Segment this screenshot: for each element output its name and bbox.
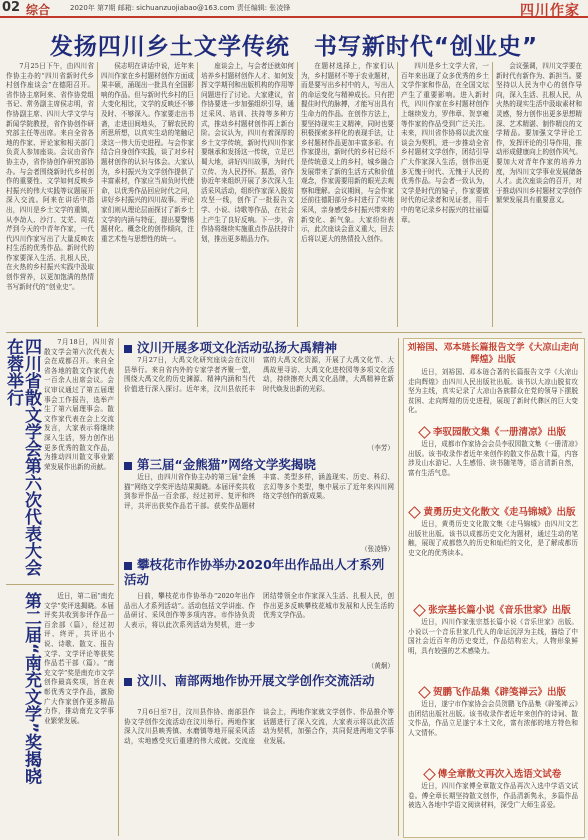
diamond-icon [418,426,431,439]
pub-title-yicebiqingliang: 李驭园散文集《一册清凉》出版 [406,424,580,438]
section-divider [6,332,582,333]
pub-title-fuquanzhang: 傅全章散文再次入选语文试卷 [406,766,580,780]
pub-text-yinyueshijia: 近日，四川作家张宗基长篇小说《音乐世家》出版。小说以一个音乐世家几代人的命运沉浮为主线，描绘了中国社会近百年的历史变迁，作品结构宏大，人物形象鲜明，具有较强的艺术感染力。 [408,618,578,655]
pub-text-daliangshan: 近日，刘裕国、邓本琏合著的长篇报告文学《大凉山走向辉煌》由四川人民出版社出版。该书以大凉山脱贫攻坚为主线，真实记录了大凉山各族群众在党的领导下摆脱贫困、走向辉煌的历史进程，展现了新时代彝区的巨大变化。 [408,368,578,415]
article-column-6: 会议强调，四川文学要在新时代有新作为、新担当。要坚持以人民为中心的创作导向，深入生活、扎根人民，从火热的现实生活中汲取素材和灵感，努力创作出更多思想精深、艺术精湛、制作精良的文学精品。要加强文学评论工作，发挥评论的引导作用，推动形成健康向上的创作风气。要加大对青年作家的培养力度，为四川文学事业发展储备人才。此次座谈会的召开，对于推动四川乡村题材文学创作繁荣发展具有重要意义。 [496,62,582,205]
page-number: 02 [2,0,21,15]
newspaper-logo: 四川作家 [520,3,580,19]
article-column-4: 在题材选择上，作家们认为，乡村题材不等于农业题材，而是要写出乡村中的人，写出人的命运变化与精神成长。只有把握住时代的脉搏，才能写出具有生命力的作品。在创作方法上，要坚持现实主义精神，同时也要积极探索多样化的表现手法，让乡村题材作品更加丰富多彩。有作家提出，新时代的乡村已经不是传统意义上的乡村，城乡融合发展带来了新的生活方式和价值观念，作家需要用新的眼光去观察和理解。会议期间，与会作家还前往德阳部分乡村进行了实地采风，亲身感受乡村振兴带来的新变化、新气象。大家纷纷表示，此次座谈会意义重大，回去后将以更大的热情投入创作。 [301,62,394,243]
column-divider [398,338,399,836]
news-text-golden-panda: 近日，由四川省作协主办的第三届“金熊猫”网络文学奖评选结果揭晓。本届评奖共收到参评作品一百余部，经过初评、复评和终评，共评出获奖作品若干部。获奖作品题材丰富、类型多样，涵盖现实、历史、科幻、玄幻等多个类型，集中展示了近年来四川网络文学创作的新成果。 [124,473,394,510]
provincial-prose-text: 7月18日，四川省散文学会第六次代表大会在成都召开。来自全省各地的散文作家代表一百余人出席会议。会议审议通过了第五届理事会工作报告，选举产生了第六届理事会。散文作家代表在会上交流发言，大家表示将继续深入生活，努力创作出更多优秀的散文作品，为推动四川散文事业繁荣发展作出新的贡献。 [44,338,114,471]
news-author: （李芳） [367,444,394,452]
nanchong-award-headline: 第二届“南充文学”奖揭晓 [21,592,41,785]
article-column-5: 四川是乡土文学大省，一百年来出现了众多优秀的乡土文学作家和作品，在全国文坛产生了重要影响。进入新时代，四川作家在乡村题材创作上继续发力，罗伟章、贺享雍等作家的作品受到广泛关注。未来，四川省作协将以此次座谈会为契机，进一步推动全省乡村题材文学创作，团结引导广大作家深入生活，创作出更多无愧于时代、无愧于人民的优秀作品。与会者一致认为，文学是时代的镜子，作家要做时代的记录者和见证者，用手中的笔记录乡村振兴的壮丽篇章。 [401,62,489,224]
square-bullet-icon [124,562,132,570]
column-divider [397,62,398,327]
article-column-2: 侯志明在讲话中说，近年来四川作家在乡村题材创作方面成果丰硕，涌现出一批具有全国影响的作品。但与新时代乡村的巨大变化相比，文学的反映还不够及时、不够深入。作家要走出书斋，走进田间地头，了解农民的所思所想，以真实生动的笔触记录这一伟大历史进程。与会作家结合自身创作实践，谈了对乡村题材创作的认识与体会。大家认为，乡村振兴为文学创作提供了丰富素材，作家应当肩负时代使命，以优秀作品回应时代之问，讲好乡村振兴的四川故事。评论家们则从理论层面探讨了新乡土文学的内涵与特征，提出要警惕题材化、概念化的创作倾向，注重艺术性与思想性的统一。 [101,62,194,243]
news-title-wenchuan-dayu: 汶川开展多项文化活动弘扬大禹精神 [124,338,394,356]
column-divider [118,338,119,836]
pub-title-daliangshan: 刘裕国、邓本琏长篇报告文学《大凉山走向辉煌》出版 [407,343,579,365]
column-divider [97,62,98,327]
dateline: 2020年 第7期 邮箱: sichuanzuojiabao@163.com 责任编辑: 张凌锋 [70,4,291,12]
square-bullet-icon [124,678,132,686]
square-bullet-icon [124,462,132,470]
pub-text-fuquanzhang: 近日，四川作家傅全章散文作品再次入选中学语文试卷。傅全章长期坚持散文创作，作品清新隽永，多篇作品被选入各地中学语文阅读材料，深受广大师生喜爱。 [408,782,578,810]
news-text-panzhihua: 日前，攀枝花市作协举办“2020年出作品出人才系列活动”。活动包括文学讲座、作品研讨、采风创作等多项内容。市作协负责人表示，将以此次系列活动为契机，进一步团结带领全市作家深入生活、扎根人民，创作出更多反映攀枝花城市发展和人民生活的优秀文学作品。 [124,592,394,629]
diamond-icon [423,768,436,781]
pub-title-yinyueshijia: 张宗基长篇小说《音乐世家》出版 [406,602,580,616]
news-text-wenchuan-nanbu: 7月6日至7日，汶川县作协、南部县作协文学创作交流活动在汶川举行。两地作家深入汶川县映秀镇、水磨镇等地开展采风活动，实地感受灾后重建的伟大成就。交流座谈会上，两地作家就文学创作、作品推介等话题进行了深入交流，大家表示将以此次活动为契机，加强合作，共同促进两地文学事业发展。 [124,708,394,745]
section-divider [6,584,114,585]
column-divider [197,62,198,327]
diamond-icon [413,604,426,617]
diamond-icon [409,506,422,519]
pub-title-pijianchanyun: 贺鹏飞作品集《辟笺禅云》出版 [406,684,580,698]
pub-text-zoumajincheng: 近日，黄勇历史文化散文集《走马锦城》由四川文艺出版社出版。该书以成都历史文化为题材，通过生动的笔触，展现了成都悠久的历史和灿烂的文化，是了解成都历史文化的优秀读本。 [408,520,578,557]
column-divider [492,62,493,327]
main-headline: 发扬四川乡土文学传统 书写新时代“创业史” [49,34,539,60]
pub-title-zoumajincheng: 黄勇历史文化散文《走马锦城》出版 [406,504,580,518]
news-author: （张凌锋） [361,545,394,553]
diamond-icon [418,686,431,699]
news-title-golden-panda: 第三届“金熊猫”网络文学奖揭晓 [124,455,394,473]
article-column-3: 座谈会上，与会者还就如何培养乡村题材创作人才、如何发挥文学期刊和出版机构的作用等问题进行了讨论。大家建议，省作协要进一步加强组织引导，通过采风、培训、扶持等多种方式，推动乡村题材创作再上新台阶。会议认为，四川有着深厚的乡土文学传统，新时代四川作家要继承和发扬这一传统，立足巴蜀大地，讲好四川故事，为时代立传、为人民抒怀。据悉，省作协近年来组织开展了多次深入生活采风活动，组织作家深入脱贫攻坚一线，创作了一批报告文学、小说、诗歌等作品，在社会上产生了良好反响。下一步，省作协将继续实施重点作品扶持计划，推出更多精品力作。 [201,62,294,243]
provincial-prose-headline: 四川省散文学会第六次代表大会在蓉举行 [3,338,41,576]
news-text-wenchuan-dayu: 7月27日，大禹文化研究座谈会在汶川县举行。来自省内外的专家学者齐聚一堂，围绕大禹文化的历史渊源、精神内涵和当代价值进行深入探讨。近年来，汶川县依托丰富的大禹文化资源，开展了大禹文化节、大禹故里寻访、大禹文化进校园等多项文化活动，持续擦亮大禹文化品牌，大禹精神在新时代焕发出新的光彩。 [124,356,394,393]
news-title-panzhihua: 攀枝花市作协举办2020年出作品出人才系列活动 [124,557,385,587]
section-name: 综合 [26,3,51,17]
square-bullet-icon [124,345,132,353]
pub-text-yicebiqingliang: 近日，成都市作家协会会员李驭园散文集《一册清凉》出版。该书收录作者近年来创作的散文作品数十篇，内容涉及山水游记、人生感悟、读书随笔等，语言清新自然，富有生活气息。 [408,440,578,477]
column-divider [297,62,298,327]
news-title-wenchuan-nanbu: 汶川、南部两地作协开展文学创作交流活动 [124,673,394,688]
pub-text-pijianchanyun: 近日，遂宁市作家协会会员贺鹏飞作品集《辟笺禅云》由团结出版社出版。该书收录作者近年来创作的诗词、散文作品，作品立足遂宁本土文化，富有浓郁的地方特色和人文情怀。 [408,700,578,737]
news-author: （黄炯） [367,662,394,670]
nanchong-award-text: 近日，第二届“南充文学”奖评选揭晓。本届评奖共收到参评作品一百余部（篇），经过初评、终评，共评出小说、诗歌、散文、报告文学、文学评论等获奖作品若干部（篇）。“南充文学”奖是南充市文学创作最高奖项，旨在表彰优秀文学作品，激励广大作家创作更多精品力作，推动南充文学事业繁荣发展。 [44,592,114,725]
article-column-1: 7月25日下午，由四川省作协主办的“四川省新时代乡村创作座谈会”在德阳召开。省作协主席阿来、省作协党组书记、常务副主席侯志明，省作协副主席、四川大学文学与新闻学院教授，省作协创作研究部主任等出席。来自全省各地的作家、评论家和相关部门负责人参加座谈。会议由省作协主办，省作协创作研究部协办。与会者围绕新时代乡村创作的重要性、文学如何反映乡村振兴的伟大实践等议题展开深入交流。阿来在讲话中指出，四川是乡土文学的重镇，从李劼人、沙汀、艾芜、周克芹到今天的中青年作家，一代代四川作家写出了大量反映农村生活的优秀作品。新时代的作家要深入生活、扎根人民，在火热的乡村振兴实践中汲取创作营养，以更加饱满的热情书写新时代的“创业史”。 [6,62,94,291]
